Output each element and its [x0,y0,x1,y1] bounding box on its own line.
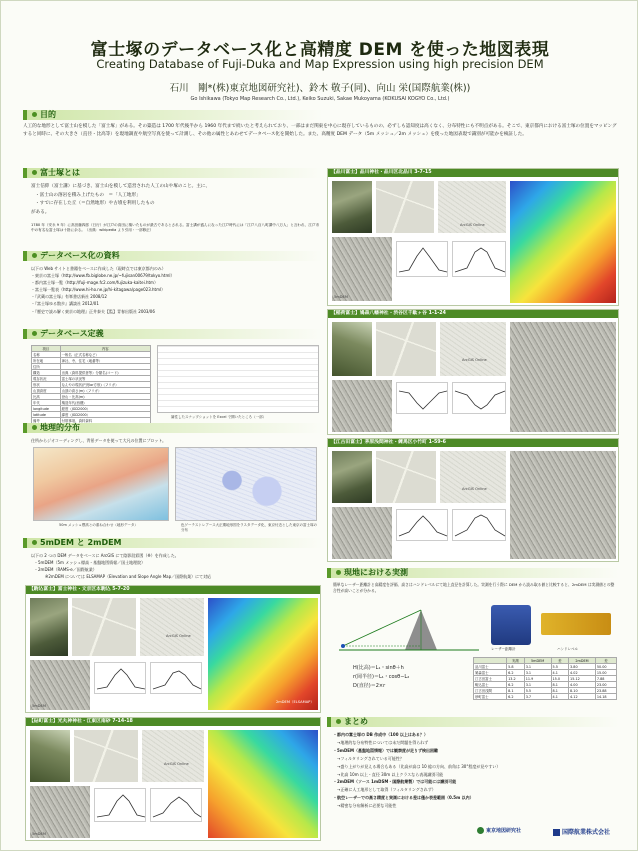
arcgis-label: ArcGIS Online [462,487,487,491]
table-cell: 15.0 [551,676,569,682]
dem-item1: ・5mDEM（5m メッシュ標高・基盤地図情報／国土地理院） [34,560,146,565]
table-cell: 所在地 [32,358,61,364]
equation-radius: r(岡半径)＝L₁・cosθ−L₂ [353,674,410,680]
dem-5m-shade [30,786,90,838]
summary-line: →比高 10m 以上・直径 30m 以上クラスなら表現識別可能 [333,771,444,777]
table-cell: 駒込富士 [474,682,507,688]
profile-line [153,671,201,689]
section-distribution-heading: 地理的分布 [23,423,323,433]
sources-intro: 以下の Web サイトと書籍をベースに作成した（現時点では東京都内のみ） [31,266,166,271]
dem-5m-shade [332,380,392,432]
table-cell: 名称 [32,352,61,358]
panel-kudan [25,585,321,713]
section-definition-heading: データベース定義 [23,329,323,339]
source-item: ・『富士塚ゆる散歩』講談社 2012/01 [31,301,99,307]
table-cell: 経度（JGD2000） [60,406,150,412]
bullet-icon [32,540,37,545]
table-cell: 出典（資料提供者等）分類名(コード) [60,370,150,376]
table-cell: 現存状況 [32,376,61,382]
profile-chart [396,382,448,414]
table-cell: 登山・比高(m) [60,394,150,400]
table-cell: 3.1 [524,664,551,670]
what-note: 1780 年（安永 9 年）に高田藤四郎（日行）が江戸の高田に築いたものが最古であるとされる。富士講が盛んになった江戸時代には「江戸八百八町講中八万人」と言われ、江戸市中の有名な富士塚は十指に余る。（出典：wikipedia より引用・一部修正） [31,223,320,233]
table-cell: 15.12 [569,676,596,682]
table-cell: 6.2 [507,670,525,676]
table-cell: 神社、寺、住宅（地番等） [60,358,150,364]
logo-mark-icon [477,827,484,834]
table-cell: 品川富士 [474,664,507,670]
profile-chart-svg [151,789,203,823]
profile-chart-svg [397,242,449,278]
table-cell: 4.12 [569,694,596,700]
panel-okubo [327,309,619,435]
level-caption: ハンドレベル [557,647,578,651]
survey-table [473,657,617,700]
table-cell: 江古田富士 [474,676,507,682]
table-cell: 3.1 [524,670,551,676]
logo-mark-icon [553,829,560,836]
profile-chart-svg [95,663,147,695]
what-bullet2: ・すでに存在した丘（＝自然地形）や古墳を利用したもの [35,201,155,206]
dem2-label: 2mDEM（ELSAMAP） [276,700,314,704]
table-cell: 形状 [32,382,61,388]
site-photo [332,322,372,376]
dem5-label: 5mDEM [32,704,46,708]
bullet-icon [32,170,37,175]
table-cell: 50.00 [595,664,616,670]
dem-2m-map [510,322,616,432]
table-header-cell: 差 [551,658,569,664]
what-bullet1: ・富士山の溶岩を積み上げたもの ＝「人工地形」 [35,192,141,198]
base-map [140,598,204,656]
definition-caption: 属性したスナップショットを Excel で開いたところ（一部） [171,415,267,419]
profile-chart-svg [397,383,449,415]
site-photo [332,451,372,503]
what-body2: がある。 [31,209,50,215]
authors-en: Go Ishikawa (Tokyo Map Research Co., Ltd.), Keiko Suzuki, Sakae Mukoyama (KOKUSAI KOGYO Co., Ltd.) [190,96,450,102]
bullet-icon [32,425,37,430]
panel-title: 【稲荷富士】鳩森八幡神社・渋谷区千駄ヶ谷 1-1-24 [328,310,618,318]
hand-level-photo [541,613,611,635]
equation-height: H(比高)＝L₁・sinθ＋h [353,665,404,671]
table-cell: 15.00 [595,670,616,676]
table-cell: latitude [32,412,61,418]
page-title: 富士塚のデータベース化と高精度 DEM を使った地図表現 [90,40,550,60]
profile-chart-svg [95,789,147,823]
dem-note: ※2mDEM については ELSAMAP（Elevation and Slope Angle Map／国際航業）にて対応 [45,574,212,579]
table-cell: 緯度（JGD2000） [60,412,150,418]
profile-line [455,391,505,409]
dem-2m-map [510,451,616,559]
panel-title: 【江古田富士】茅原浅間神社・練馬区小竹町 1-59-6 [328,439,618,447]
laser-device-photo [491,605,531,645]
profile-chart [94,662,146,694]
profile-line [455,515,505,536]
dem-5m-shade [332,237,392,301]
source-item: ・『武蔵の富士塚』有峯書店新社 2008/12 [31,294,107,300]
distribution-caption-right: 色ゲーテストレアース大正期地形図をラスタデータ化、東京付近とした東京の富士塚の分布 [181,523,317,532]
table-cell: 一般名（正式名称など） [60,352,150,358]
table-cell: 7.88 [595,676,616,682]
distribution-intro: 住所からジオコーディングし、背景データを使って大凡の位置にプロット。 [31,438,166,443]
profile-chart [452,509,506,541]
arcgis-label: ArcGIS Online [164,762,189,766]
distribution-map-left [33,447,169,521]
bullet-icon [336,570,341,575]
table-cell: 4.1 [551,670,569,676]
table-row [474,694,617,700]
summary-line: →精密な分布解析に必要な可能性 [333,803,397,809]
dem-5m-shade [30,660,90,710]
dem-2m-map [208,598,318,710]
distribution-caption-left: 50m メッシュ標高との重ね合わせ（地形データ） [59,523,138,527]
dem-text [31,552,321,580]
table-cell: 23.88 [595,688,616,694]
table-cell: 5.5 [524,688,551,694]
dem-intro: 以下の 2 つの DEM データをベースに ArcGIS にて陰影段彩図（※）を作成した。 [31,553,179,558]
table-header-cell: 内容 [60,346,150,352]
bullet-icon [32,331,37,336]
table-cell: 8.10 [569,688,596,694]
table-cell: longitude [32,406,61,412]
distribution-map-right [175,447,317,521]
section-dem-heading: 5mDEM と 2mDEM [23,538,323,548]
site-photo [332,181,372,233]
panel-ebara [327,438,619,562]
bullet-icon [32,253,37,258]
summary-list [333,731,617,810]
aerial-map [376,181,434,233]
dem5-label: 5mDEM [334,295,348,299]
page-subtitle: Creating Database of Fuji-Duka and Map Expression using high precision DEM [96,57,544,71]
panel-shinagawa [327,168,619,306]
spreadsheet-screenshot [157,345,319,413]
site-photo [30,598,68,656]
profile-chart-svg [453,242,507,278]
observer-marker [341,644,345,648]
table-cell: 鳩森富士 [474,670,507,676]
table-cell: 8.1 [507,688,525,694]
definition-table [31,345,151,424]
table-cell: 砂町富士 [474,694,507,700]
dem-item2: ・2mDEM（RAMS-e／国際航業） [34,567,97,572]
dem-5m-shade [332,507,392,559]
section-what-heading: 富士塚とは [23,168,323,178]
source-item: ・『歴史で読み解く東京の地理』正井泰夫【監】青春出版社 2003/06 [31,308,155,314]
equation-diameter: D(直径)＝2×r [353,683,386,689]
panel-title: 【砧町富士】光丸神神社・江東区南砂 7-14-18 [26,718,320,726]
table-cell: 5.8 [507,664,525,670]
table-cell: 富士塚の状況等 [60,376,150,382]
dem-2m-map [510,181,616,303]
table-cell: 14.18 [595,694,616,700]
dem5-label: 5mDEM [32,832,46,836]
survey-diagram [333,604,483,656]
profile-line [97,669,145,689]
source-item[interactable]: ・富士塚一覧表（http://www.hi-ho.ne.jp/hi-kitagawa/page023.html） [31,287,166,293]
laser-caption: レーザー距離計 [491,647,516,651]
section-purpose-heading: 目的 [23,110,323,120]
table-cell: 8.1 [551,688,569,694]
profile-chart [396,241,448,277]
what-body [31,183,321,217]
table-cell: 江古田浅間 [474,688,507,694]
table-cell: 構造 [32,370,61,376]
section-survey-heading: 現地における実測 [327,568,619,578]
table-cell: 3.80 [569,664,596,670]
panel-title: 【駒込富士】富士神社・文京区本駒込 5-7-20 [26,586,320,594]
aerial-map [376,322,436,376]
base-map [440,322,506,376]
dem-2m-map [208,730,318,838]
bullet-icon [32,112,37,117]
profile-chart [150,788,202,822]
table-cell: 11.9 [524,676,551,682]
profile-chart [396,509,448,541]
table-header-cell: 差 [595,658,616,664]
survey-equations [353,664,463,691]
table-cell: 6.2 [507,682,525,688]
summary-line: ・航空レーザーでの高さ精度と実測における差は僅か表差範囲（0.5m 以内） [333,795,474,801]
base-map [142,730,204,782]
authors: 石川 剛*(株)東京地図研究社)、鈴木 敬子(同)、向山 栄(国際航業(株)) [169,83,471,94]
arcgis-label: ArcGIS Online [460,223,485,227]
purpose-body: 人工的な地形として富士山を模した「富士塚」がある。その築造は 1700 年代後半から 1960 年代まで続いたと考えられており、一部はまだ関東を中心に現存しているものの、必ずしも認知度は高くなく、分布特性にも不明点がある。そこで、東京都内における富士塚の位置をマッピングすると同時に、その大きさ（直径・比高等）を現地調査や航空写真を使って計測し、その他の属性とあわせてデータベース化を開始した。また、高精度 DEM データ（5m メッシュ／2m メッシュ）を使った地図表現で識別が可能かを検証した。 [23,124,617,138]
table-cell: 3.7 [524,694,551,700]
table-cell: 4.1 [551,694,569,700]
panel-chiba [25,717,321,841]
summary-line: →地理的な分布特性については未だ問題を得られず [333,739,429,745]
table-cell: 年代 [32,400,61,406]
profile-chart-svg [151,663,203,695]
profile-line [455,248,505,272]
source-item[interactable]: ・東京の富士塚（http://www.fb.biglobe.ne.jp/~fujisan00679/tokyo.html） [31,273,175,279]
summary-line: ・都内の富士塚の DB 作成中（100 以上はある？） [333,732,428,737]
table-header-cell: 5mDEM [524,658,551,664]
table-header-cell: 実測 [507,658,525,664]
table-cell: 8.1 [551,682,569,688]
aerial-map [72,598,136,656]
profile-line [399,248,447,272]
base-map [440,451,506,503]
profile-line [399,391,447,409]
logo-tokyo-map-research: 東京地図研究社 [477,827,521,834]
aerial-map [376,451,436,503]
table-cell: 山頂高度 [32,388,61,394]
profile-line [399,516,447,536]
table-cell: 5.5 [551,664,569,670]
table-header-cell: 項目 [32,346,61,352]
bullet-icon [336,719,341,724]
table-cell: 山頂の高さ(m)（フリガ） [60,388,150,394]
table-cell: 6.2 [507,694,525,700]
profile-chart-svg [397,510,449,542]
profile-chart-svg [453,383,507,415]
summary-line: ・2mDEM（ソース 1mDSM・国際航業製）では可能には識別可能 [333,779,457,785]
table-cell: 築造年代(西暦) [60,400,150,406]
source-item[interactable]: ・都内富士塚一覧（http://fuji-mage.fc2.com/fujizuka-kaitei.htm） [31,280,158,286]
table-cell: 23.00 [595,682,616,688]
sources-list [31,265,321,315]
profile-chart [94,788,146,822]
summary-line: ・5mDEM（基盤地図情報）では観察度が足りず検出困難 [333,747,438,753]
table-cell: 付帯事項、資料資料 [60,418,150,424]
table-cell: なんやの現状(円形or方形)（フリガ） [60,382,150,388]
table-cell: 住所 [32,364,61,370]
logo-kokusai-kogyo: 国際航業株式会社 [553,827,610,836]
summary-line: →正確に人工地形として取得（フィルタリングされず） [333,787,436,793]
table-cell: 4.00 [569,682,596,688]
arcgis-label: ArcGIS Online [462,358,487,362]
table-cell: 4.02 [569,670,596,676]
table-cell: 13.2 [507,676,525,682]
site-photo [30,730,70,782]
section-summary-heading: まとめ [327,717,619,727]
what-body1: 富士信仰（富士講）に基づき、富士山を模して造営された人工の山や塚のこと。主に、 [31,184,210,189]
table-cell: 3.1 [524,682,551,688]
summary-line: →フィルタリングされている可能性？ [333,755,404,761]
profile-chart [150,662,202,694]
profile-chart [452,241,506,277]
profile-chart [452,382,506,414]
aerial-map [74,730,138,782]
table-cell: 備考 [32,418,61,424]
profile-line [153,797,201,817]
panel-title: 【品川富士】品川神社・品川区北品川 3-7-15 [328,169,618,177]
table-cell: 比高 [32,394,61,400]
section-sources-heading: データベース化の資料 [23,251,323,261]
survey-body: 簡単なレーザー距離計と高精度を評価、高さはハンドレベルにて地上直径を計算した。実測を行う際に DEM から読み取る値と比較すると、2mDEM は実測値との整合性が高いことが分かる。 [333,582,615,594]
arcgis-label: ArcGIS Online [166,634,191,638]
survey-diagram-svg [333,604,483,656]
profile-chart-svg [453,510,507,542]
summary-line: →盛り上がりが見える場合もある（比高が高は 10 総の方向、前角は 30°程度が見やすい） [333,763,501,769]
profile-line [97,795,145,817]
table-header-cell: 2mDEM [569,658,596,664]
